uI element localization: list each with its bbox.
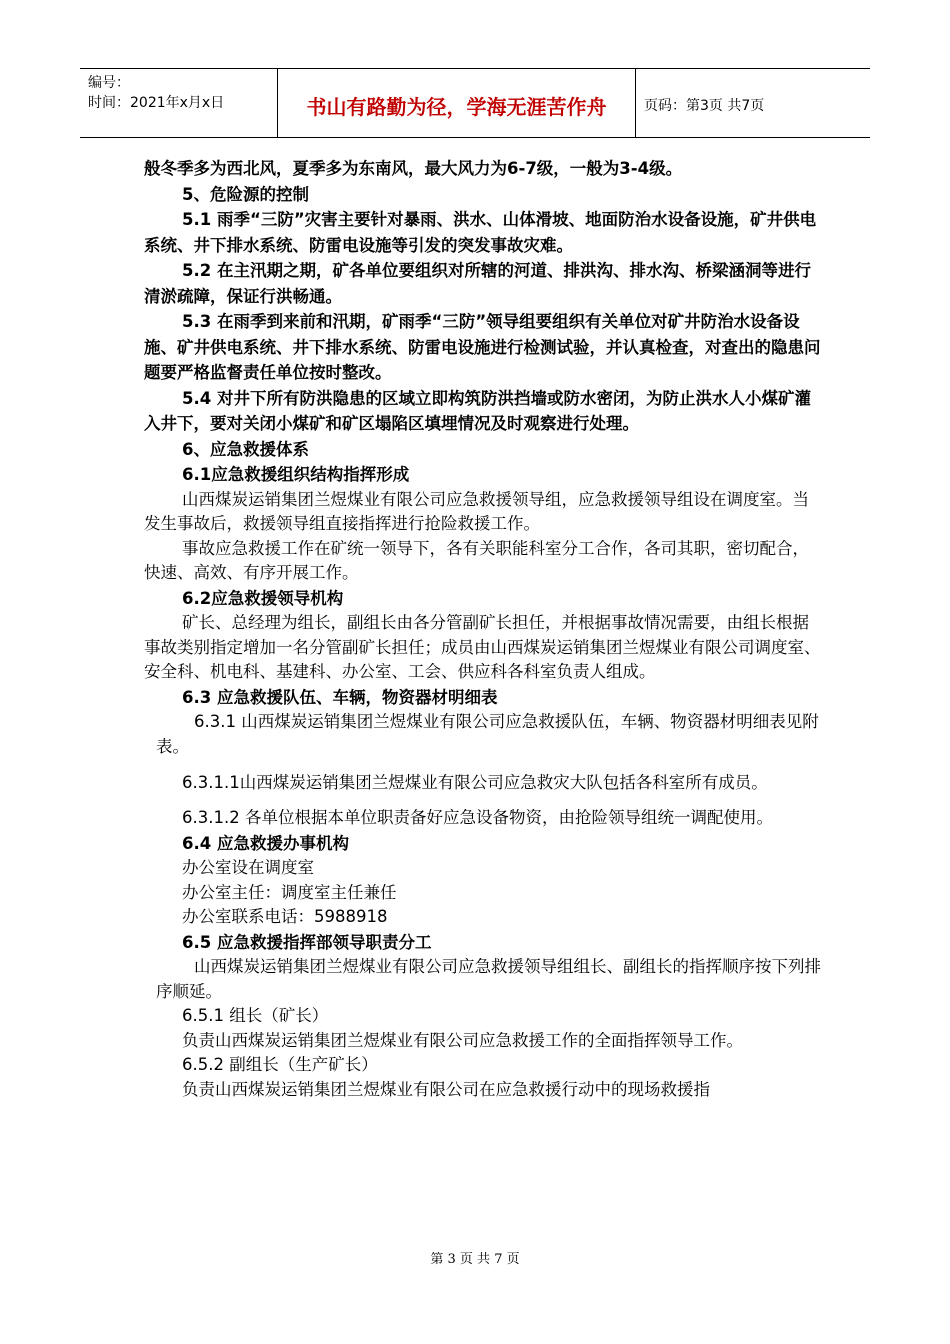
paragraph: 5.1 雨季“三防”灾害主要针对暴雨、洪水、山体滑坡、地面防治水设备设施，矿井供电系统、井下排水系统、防雷电设施等引发的突发事故灾难。 — [144, 210, 817, 255]
document-number-label: 编号： — [88, 75, 130, 91]
section-heading: 6.2应急救援领导机构 — [182, 588, 344, 608]
section-heading: 5、危险源的控制 — [182, 184, 309, 204]
paragraph: 5.2 在主汛期之期，矿各单位要组织对所辖的河道、排洪沟、排水沟、桥梁涵洞等进行清淤疏障，保证行洪畅通。 — [144, 261, 811, 306]
paragraph: 山西煤炭运销集团兰煜煤业有限公司应急救援领导组，应急救援领导组设在调度室。当发生事故后，救援领导组直接指挥进行抢险救援工作。 — [144, 489, 809, 533]
section-heading: 6.5.1 组长（矿长） — [182, 1006, 329, 1025]
document-time-label: 时间：2021年x月x日 — [88, 95, 225, 111]
paragraph: 办公室联系电话：5988918 — [182, 907, 388, 926]
paragraph: 5.4 对井下所有防洪隐患的区域立即构筑防洪挡墙或防水密闭，为防止洪水人小煤矿灌入井下，要对关闭小煤矿和矿区塌陷区填埋情况及时观察进行处理。 — [144, 388, 811, 433]
document-body — [144, 156, 824, 1102]
section-heading: 6.1应急救援组织结构指挥形成 — [182, 465, 410, 484]
paragraph: 办公室设在调度室 — [182, 858, 314, 877]
paragraph: 6.3.1.2 各单位根据本单位职责备好应急设备物资，由抢险领导组统一调配使用。 — [182, 808, 773, 827]
paragraph: 5.3 在雨季到来前和汛期，矿雨季“三防”领导组要组织有关单位对矿井防治水设备设施、矿井供电系统、井下排水系统、防雷电设施进行检测试验，并认真检查，对查出的隐患问题要严格监督责任单位按时整改。 — [144, 312, 821, 382]
header-page-code: 页码：第3页 共7页 — [644, 98, 765, 114]
section-heading: 6、应急救援体系 — [182, 439, 309, 459]
section-heading: 6.5.2 副组长（生产矿长） — [182, 1055, 378, 1074]
paragraph: 事故应急救援工作在矿统一领导下，各有关职能科室分工合作，各司其职，密切配合，快速、高效、有序开展工作。 — [144, 538, 809, 582]
paragraph: 办公室主任：调度室主任兼任 — [182, 882, 397, 902]
section-heading: 6.4 应急救援办事机构 — [182, 833, 349, 853]
paragraph: 负责山西煤炭运销集团兰煜煤业有限公司在应急救援行动中的现场救援指 — [182, 1079, 710, 1099]
paragraph: 般冬季多为西北风，夏季多为东南风，最大风力为6-7级，一般为3-4级。 — [144, 159, 683, 178]
header-motto: 书山有路勤为径，学海无涯苦作舟 — [278, 69, 636, 137]
page-footer: 第 3 页 共 7 页 — [430, 1252, 520, 1267]
section-heading: 6.3 应急救援队伍、车辆，物资器材明细表 — [182, 687, 498, 707]
section-heading: 6.5 应急救援指挥部领导职责分工 — [182, 932, 432, 952]
paragraph: 负责山西煤炭运销集团兰煜煤业有限公司应急救援工作的全面指挥领导工作。 — [182, 1030, 743, 1050]
paragraph: 矿长、总经理为组长，副组长由各分管副矿长担任，并根据事故情况需要，由组长根据事故类别指定增加一名分管副矿长担任；成员由山西煤炭运销集团兰煜煤业有限公司调度室、安全科、机电科、基建科、办公室、工会、供应科各科室负责人组成。 — [144, 613, 821, 681]
page-header — [80, 68, 870, 138]
paragraph: 6.3.1.1山西煤炭运销集团兰煜煤业有限公司应急救灾大队包括各科室所有成员。 — [182, 773, 768, 792]
paragraph: 山西煤炭运销集团兰煜煤业有限公司应急救援领导组组长、副组长的指挥顺序按下列排序顺延。 — [156, 957, 821, 1001]
paragraph: 6.3.1 山西煤炭运销集团兰煜煤业有限公司应急救援队伍，车辆、物资器材明细表见附表。 — [156, 712, 819, 756]
header-meta — [80, 69, 278, 137]
